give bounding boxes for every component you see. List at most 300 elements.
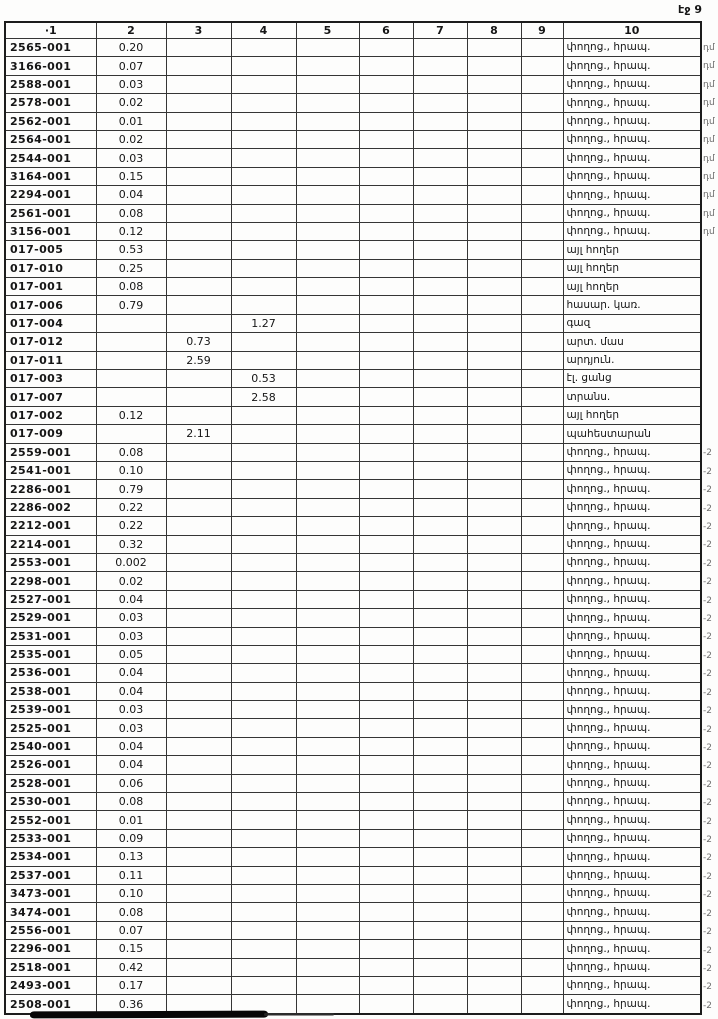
cell-r32-c10: փողոց., հրապ. [563, 609, 701, 627]
cell-r10-c4 [231, 204, 296, 222]
cell-r23-c8 [467, 443, 521, 461]
cell-r36-c9 [521, 682, 563, 700]
cell-r47-c3 [166, 884, 231, 902]
table-row [5, 388, 701, 406]
table-row [5, 314, 701, 332]
cell-r4-c10: փողոց., հրապ. [563, 94, 701, 112]
cell-r6-c5 [296, 130, 359, 148]
cell-r5-c2: 0.01 [96, 112, 166, 130]
cell-r36-c1: 2538-001 [5, 682, 96, 700]
cell-r3-c10: փողոց., հրապ. [563, 75, 701, 93]
table-row [5, 75, 701, 93]
cell-r50-c10: փողոց., հրապ. [563, 940, 701, 958]
cell-r14-c9 [521, 278, 563, 296]
table-row [5, 204, 701, 222]
table-row [5, 480, 701, 498]
margin-mark: -2 [703, 798, 712, 809]
cell-r10-c5 [296, 204, 359, 222]
cell-r2-c3 [166, 57, 231, 75]
cell-r38-c7 [413, 719, 467, 737]
cell-r5-c10: փողոց., հրապ. [563, 112, 701, 130]
table-row [5, 921, 701, 939]
cell-r45-c8 [467, 848, 521, 866]
margin-mark: -2 [703, 614, 712, 625]
margin-mark: -2 [703, 632, 712, 643]
cell-r8-c10: փողոց., հրապ. [563, 167, 701, 185]
cell-r21-c7 [413, 406, 467, 424]
cell-r8-c7 [413, 167, 467, 185]
cell-r17-c2 [96, 333, 166, 351]
cell-r51-c7 [413, 958, 467, 976]
cell-r42-c10: փողոց., հրապ. [563, 793, 701, 811]
cell-r38-c4 [231, 719, 296, 737]
cell-r8-c5 [296, 167, 359, 185]
cell-r3-c6 [359, 75, 413, 93]
cell-r16-c4: 1.27 [231, 314, 296, 332]
cell-r47-c6 [359, 884, 413, 902]
cell-r36-c2: 0.04 [96, 682, 166, 700]
cell-r41-c6 [359, 774, 413, 792]
cell-r51-c6 [359, 958, 413, 976]
cell-r8-c2: 0.15 [96, 167, 166, 185]
cell-r23-c4 [231, 443, 296, 461]
cell-r3-c9 [521, 75, 563, 93]
cell-r24-c1: 2541-001 [5, 461, 96, 479]
cell-r20-c10: տրանս. [563, 388, 701, 406]
cell-r44-c8 [467, 829, 521, 847]
cell-r34-c7 [413, 645, 467, 663]
cell-r12-c7 [413, 241, 467, 259]
cell-r30-c6 [359, 572, 413, 590]
cell-r42-c2: 0.08 [96, 793, 166, 811]
cell-r26-c3 [166, 498, 231, 516]
table-row [5, 627, 701, 645]
cell-r35-c3 [166, 664, 231, 682]
table-row [5, 517, 701, 535]
margin-mark: -2 [703, 908, 712, 919]
cell-r45-c3 [166, 848, 231, 866]
table-row [5, 884, 701, 902]
margin-mark: -2 [703, 687, 712, 698]
cell-r12-c6 [359, 241, 413, 259]
cell-r11-c7 [413, 222, 467, 240]
cell-r13-c10: այլ հողեր [563, 259, 701, 277]
cell-r29-c6 [359, 553, 413, 571]
cell-r12-c9 [521, 241, 563, 259]
cell-r7-c5 [296, 149, 359, 167]
cell-r26-c4 [231, 498, 296, 516]
cell-r14-c5 [296, 278, 359, 296]
cell-r11-c8 [467, 222, 521, 240]
cell-r35-c8 [467, 664, 521, 682]
cell-r7-c10: փողոց., հրապ. [563, 149, 701, 167]
cell-r20-c1: 017-007 [5, 388, 96, 406]
cell-r1-c4 [231, 39, 296, 57]
cell-r14-c2: 0.08 [96, 278, 166, 296]
cell-r31-c5 [296, 590, 359, 608]
table-row [5, 425, 701, 443]
table-row [5, 976, 701, 994]
cell-r14-c10: այլ հողեր [563, 278, 701, 296]
cell-r22-c2 [96, 425, 166, 443]
cell-r41-c4 [231, 774, 296, 792]
cell-r40-c5 [296, 756, 359, 774]
cell-r46-c4 [231, 866, 296, 884]
cell-r48-c9 [521, 903, 563, 921]
cell-r9-c1: 2294-001 [5, 186, 96, 204]
cell-r36-c6 [359, 682, 413, 700]
cell-r49-c3 [166, 921, 231, 939]
cell-r43-c9 [521, 811, 563, 829]
cell-r18-c5 [296, 351, 359, 369]
cell-r51-c10: փողոց., հրապ. [563, 958, 701, 976]
cell-r50-c3 [166, 940, 231, 958]
cell-r2-c7 [413, 57, 467, 75]
cell-r44-c2: 0.09 [96, 829, 166, 847]
table-row [5, 664, 701, 682]
cell-r8-c8 [467, 167, 521, 185]
cell-r38-c9 [521, 719, 563, 737]
cell-r35-c10: փողոց., հրապ. [563, 664, 701, 682]
cell-r10-c1: 2561-001 [5, 204, 96, 222]
table-row [5, 848, 701, 866]
cell-r44-c1: 2533-001 [5, 829, 96, 847]
cell-r5-c3 [166, 112, 231, 130]
margin-mark: դմ [703, 79, 715, 90]
cell-r24-c7 [413, 461, 467, 479]
cell-r37-c4 [231, 701, 296, 719]
cell-r37-c7 [413, 701, 467, 719]
cell-r40-c3 [166, 756, 231, 774]
cell-r46-c6 [359, 866, 413, 884]
cell-r27-c1: 2212-001 [5, 517, 96, 535]
cell-r5-c1: 2562-001 [5, 112, 96, 130]
cell-r26-c9 [521, 498, 563, 516]
cell-r18-c2 [96, 351, 166, 369]
cell-r19-c5 [296, 370, 359, 388]
cell-r13-c8 [467, 259, 521, 277]
cell-r48-c3 [166, 903, 231, 921]
cell-r44-c3 [166, 829, 231, 847]
cell-r51-c3 [166, 958, 231, 976]
cell-r3-c4 [231, 75, 296, 93]
cell-r47-c1: 3473-001 [5, 884, 96, 902]
cell-r9-c2: 0.04 [96, 186, 166, 204]
cell-r28-c9 [521, 535, 563, 553]
margin-mark: դմ [703, 61, 715, 72]
cell-r41-c9 [521, 774, 563, 792]
cell-r21-c2: 0.12 [96, 406, 166, 424]
cell-r17-c5 [296, 333, 359, 351]
table-row [5, 130, 701, 148]
cell-r41-c3 [166, 774, 231, 792]
cell-r22-c7 [413, 425, 467, 443]
table-row [5, 94, 701, 112]
margin-mark: -2 [703, 466, 712, 477]
cell-r6-c1: 2564-001 [5, 130, 96, 148]
cell-r19-c8 [467, 370, 521, 388]
table-row [5, 296, 701, 314]
cell-r30-c3 [166, 572, 231, 590]
cell-r51-c4 [231, 958, 296, 976]
margin-mark: -2 [703, 503, 712, 514]
cell-r1-c1: 2565-001 [5, 39, 96, 57]
cell-r8-c6 [359, 167, 413, 185]
cell-r42-c6 [359, 793, 413, 811]
cell-r4-c5 [296, 94, 359, 112]
cell-r34-c4 [231, 645, 296, 663]
cell-r37-c10: փողոց., հրապ. [563, 701, 701, 719]
cell-r21-c9 [521, 406, 563, 424]
cell-r22-c10: պահեստարան [563, 425, 701, 443]
cell-r3-c8 [467, 75, 521, 93]
cell-r49-c10: փողոց., հրապ. [563, 921, 701, 939]
cell-r20-c9 [521, 388, 563, 406]
cell-r11-c1: 3156-001 [5, 222, 96, 240]
cell-r29-c4 [231, 553, 296, 571]
cell-r34-c2: 0.05 [96, 645, 166, 663]
cell-r24-c10: փողոց., հրապ. [563, 461, 701, 479]
cell-r32-c7 [413, 609, 467, 627]
cell-r6-c3 [166, 130, 231, 148]
cell-r9-c3 [166, 186, 231, 204]
margin-mark: -2 [703, 521, 712, 532]
table-row [5, 278, 701, 296]
cell-r27-c7 [413, 517, 467, 535]
cell-r52-c6 [359, 976, 413, 994]
cell-r25-c2: 0.79 [96, 480, 166, 498]
cell-r9-c6 [359, 186, 413, 204]
cell-r24-c2: 0.10 [96, 461, 166, 479]
cell-r14-c4 [231, 278, 296, 296]
cell-r1-c5 [296, 39, 359, 57]
cell-r28-c2: 0.32 [96, 535, 166, 553]
cell-r26-c1: 2286-002 [5, 498, 96, 516]
cell-r23-c10: փողոց., հրապ. [563, 443, 701, 461]
cell-r41-c5 [296, 774, 359, 792]
header-row [5, 22, 701, 39]
cell-r53-c10: փողոց., հրապ. [563, 995, 701, 1014]
land-parcel-table [4, 21, 702, 1015]
cell-r29-c3 [166, 553, 231, 571]
cell-r35-c2: 0.04 [96, 664, 166, 682]
cell-r5-c8 [467, 112, 521, 130]
cell-r36-c8 [467, 682, 521, 700]
page-number-label: էջ 9 [678, 3, 702, 16]
cell-r36-c5 [296, 682, 359, 700]
cell-r17-c1: 017-012 [5, 333, 96, 351]
cell-r30-c10: փողոց., հրապ. [563, 572, 701, 590]
cell-r17-c3: 0.73 [166, 333, 231, 351]
cell-r19-c2 [96, 370, 166, 388]
cell-r47-c10: փողոց., հրապ. [563, 884, 701, 902]
column-header-5: 5 [296, 22, 359, 39]
margin-mark: -2 [703, 835, 712, 846]
table-row [5, 186, 701, 204]
cell-r21-c4 [231, 406, 296, 424]
table-row [5, 167, 701, 185]
cell-r29-c10: փողոց., հրապ. [563, 553, 701, 571]
cell-r7-c6 [359, 149, 413, 167]
cell-r51-c8 [467, 958, 521, 976]
cell-r46-c7 [413, 866, 467, 884]
cell-r16-c8 [467, 314, 521, 332]
cell-r29-c5 [296, 553, 359, 571]
cell-r23-c3 [166, 443, 231, 461]
cell-r42-c9 [521, 793, 563, 811]
cell-r11-c9 [521, 222, 563, 240]
cell-r4-c9 [521, 94, 563, 112]
cell-r23-c5 [296, 443, 359, 461]
cell-r23-c7 [413, 443, 467, 461]
cell-r15-c2: 0.79 [96, 296, 166, 314]
table-row [5, 351, 701, 369]
cell-r30-c9 [521, 572, 563, 590]
cell-r9-c9 [521, 186, 563, 204]
cell-r31-c3 [166, 590, 231, 608]
cell-r1-c3 [166, 39, 231, 57]
cell-r8-c3 [166, 167, 231, 185]
cell-r50-c4 [231, 940, 296, 958]
cell-r19-c10: էլ. ցանց [563, 370, 701, 388]
cell-r34-c5 [296, 645, 359, 663]
cell-r5-c7 [413, 112, 467, 130]
cell-r6-c6 [359, 130, 413, 148]
cell-r12-c4 [231, 241, 296, 259]
cell-r4-c1: 2578-001 [5, 94, 96, 112]
cell-r37-c3 [166, 701, 231, 719]
cell-r23-c1: 2559-001 [5, 443, 96, 461]
cell-r31-c6 [359, 590, 413, 608]
cell-r17-c6 [359, 333, 413, 351]
cell-r33-c3 [166, 627, 231, 645]
table-row [5, 756, 701, 774]
cell-r19-c9 [521, 370, 563, 388]
cell-r2-c9 [521, 57, 563, 75]
cell-r48-c1: 3474-001 [5, 903, 96, 921]
cell-r52-c9 [521, 976, 563, 994]
cell-r49-c4 [231, 921, 296, 939]
cell-r5-c5 [296, 112, 359, 130]
cell-r27-c2: 0.22 [96, 517, 166, 535]
table-row [5, 572, 701, 590]
cell-r18-c9 [521, 351, 563, 369]
cell-r36-c10: փողոց., հրապ. [563, 682, 701, 700]
cell-r7-c4 [231, 149, 296, 167]
table-row [5, 590, 701, 608]
cell-r5-c6 [359, 112, 413, 130]
margin-mark: -2 [703, 779, 712, 790]
cell-r42-c7 [413, 793, 467, 811]
cell-r49-c9 [521, 921, 563, 939]
cell-r19-c7 [413, 370, 467, 388]
cell-r1-c2: 0.20 [96, 39, 166, 57]
cell-r42-c4 [231, 793, 296, 811]
table-row [5, 222, 701, 240]
cell-r4-c4 [231, 94, 296, 112]
cell-r51-c2: 0.42 [96, 958, 166, 976]
margin-mark: -2 [703, 816, 712, 827]
cell-r33-c5 [296, 627, 359, 645]
cell-r18-c4 [231, 351, 296, 369]
cell-r22-c6 [359, 425, 413, 443]
cell-r26-c10: փողոց., հրապ. [563, 498, 701, 516]
cell-r29-c7 [413, 553, 467, 571]
cell-r29-c2: 0.002 [96, 553, 166, 571]
cell-r31-c7 [413, 590, 467, 608]
cell-r1-c10: փողոց., հրապ. [563, 39, 701, 57]
cell-r33-c2: 0.03 [96, 627, 166, 645]
cell-r37-c6 [359, 701, 413, 719]
cell-r39-c2: 0.04 [96, 737, 166, 755]
cell-r53-c9 [521, 995, 563, 1014]
margin-mark: -2 [703, 595, 712, 606]
cell-r27-c8 [467, 517, 521, 535]
cell-r20-c2 [96, 388, 166, 406]
cell-r6-c4 [231, 130, 296, 148]
table-row [5, 811, 701, 829]
margin-mark: -2 [703, 890, 712, 901]
cell-r23-c2: 0.08 [96, 443, 166, 461]
column-header-7: 7 [413, 22, 467, 39]
cell-r16-c2 [96, 314, 166, 332]
cell-r35-c7 [413, 664, 467, 682]
cell-r33-c6 [359, 627, 413, 645]
cell-r51-c1: 2518-001 [5, 958, 96, 976]
cell-r44-c9 [521, 829, 563, 847]
cell-r25-c5 [296, 480, 359, 498]
cell-r3-c1: 2588-001 [5, 75, 96, 93]
cell-r15-c6 [359, 296, 413, 314]
cell-r47-c8 [467, 884, 521, 902]
cell-r26-c5 [296, 498, 359, 516]
margin-mark: -2 [703, 558, 712, 569]
table-row [5, 682, 701, 700]
cell-r7-c3 [166, 149, 231, 167]
cell-r20-c7 [413, 388, 467, 406]
cell-r53-c7 [413, 995, 467, 1014]
cell-r25-c8 [467, 480, 521, 498]
table-row [5, 793, 701, 811]
cell-r49-c5 [296, 921, 359, 939]
cell-r30-c7 [413, 572, 467, 590]
cell-r52-c2: 0.17 [96, 976, 166, 994]
cell-r51-c5 [296, 958, 359, 976]
cell-r7-c8 [467, 149, 521, 167]
cell-r32-c2: 0.03 [96, 609, 166, 627]
cell-r29-c1: 2553-001 [5, 553, 96, 571]
cell-r50-c9 [521, 940, 563, 958]
margin-mark: -2 [703, 485, 712, 496]
cell-r15-c8 [467, 296, 521, 314]
cell-r46-c3 [166, 866, 231, 884]
margin-mark: -2 [703, 853, 712, 864]
cell-r25-c1: 2286-001 [5, 480, 96, 498]
cell-r52-c3 [166, 976, 231, 994]
cell-r32-c9 [521, 609, 563, 627]
cell-r29-c8 [467, 553, 521, 571]
cell-r2-c4 [231, 57, 296, 75]
cell-r31-c2: 0.04 [96, 590, 166, 608]
cell-r33-c7 [413, 627, 467, 645]
cell-r21-c10: այլ հողեր [563, 406, 701, 424]
cell-r28-c4 [231, 535, 296, 553]
cell-r22-c9 [521, 425, 563, 443]
cell-r45-c2: 0.13 [96, 848, 166, 866]
cell-r32-c1: 2529-001 [5, 609, 96, 627]
cell-r29-c9 [521, 553, 563, 571]
margin-mark: -2 [703, 540, 712, 551]
